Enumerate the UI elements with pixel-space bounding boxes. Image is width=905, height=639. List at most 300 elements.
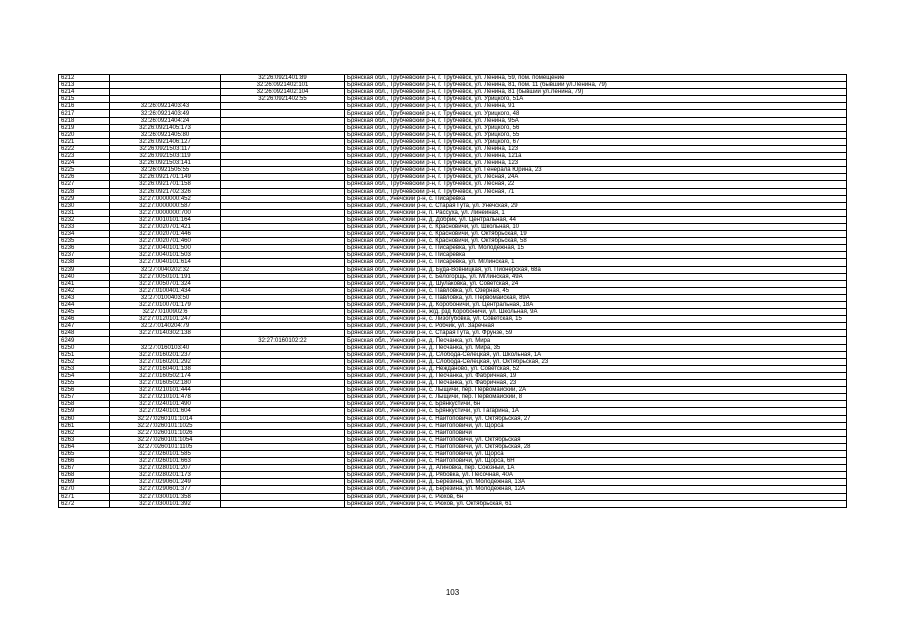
address-cell: Брянская обл., Унечский р-н, с. Лыщичи, пер. Первомайский, 2А [345,387,847,394]
cadastral-number-alt-cell [221,302,345,309]
address-cell: Брянская обл., Унечский р-н, д. Песчанка, ул. Мира, 35 [345,344,847,351]
address-cell: Брянская обл., Унечский р-н, с. Красновичи, ул. Октябрьская, 58 [345,238,847,245]
cadastral-number-cell: 32:27:0050701:324 [110,280,221,287]
cadastral-number-alt-cell [221,344,345,351]
table-row [59,323,847,330]
cadastral-number-alt-cell [221,316,345,323]
table-row [59,131,847,138]
cadastral-number-alt-cell [221,401,345,408]
cadastral-number-cell: 32:27:0120101:247 [110,316,221,323]
cadastral-number-alt-cell [221,216,345,223]
table-row [59,245,847,252]
row-number-cell: 6258 [59,401,110,408]
table-row [59,415,847,422]
address-cell: Брянская обл., Унечский р-н, с. Лизогубовка, ул. Советская, 15 [345,316,847,323]
row-number-cell: 6240 [59,273,110,280]
address-cell: Брянская обл., Унечский р-н, с. Брянкустичи, ул. Гагарина, 1А [345,408,847,415]
row-number-cell: 6215 [59,96,110,103]
cadastral-number-alt-cell [221,231,345,238]
cadastral-number-cell: 32:27:0020701:421 [110,223,221,230]
row-number-cell: 6243 [59,294,110,301]
row-number-cell: 6219 [59,124,110,131]
row-number-cell: 6246 [59,316,110,323]
row-number-cell: 6263 [59,436,110,443]
cadastral-number-cell: 32:27:0020701:446 [110,231,221,238]
row-number-cell: 6261 [59,422,110,429]
address-cell: Брянская обл., Унечский р-н, д. Слобода-Селецкая, ул. Октябрьская, 23 [345,358,847,365]
cadastral-number-alt-cell [221,145,345,152]
address-cell: Брянская обл., Унечский р-н, с. Павловка, ул. Первомайская, 89А [345,294,847,301]
address-cell: Брянская обл., Унечский р-н, с. Рюхов, ул. Октябрьская, 61 [345,500,847,507]
address-cell: Брянская обл., Унечский р-н, д. Коробоничи, ул. Центральная, 18А [345,302,847,309]
table-row [59,188,847,195]
address-cell: Брянская обл., Трубчевский р-н, г. Трубчевск, ул. Ленина, 121а [345,153,847,160]
address-cell: Брянская обл., Унечский р-н, п. Рассуха, ул. Линейная, 1 [345,209,847,216]
table-row [59,160,847,167]
row-number-cell: 6214 [59,89,110,96]
address-cell: Брянская обл., Трубчевский р-н, г. Трубчевск, ул. Урицкого, 67 [345,138,847,145]
cadastral-number-alt-cell [221,372,345,379]
row-number-cell: 6223 [59,153,110,160]
table-row [59,124,847,131]
cadastral-number-cell: 32:27:0040101:614 [110,259,221,266]
row-number-cell: 6264 [59,443,110,450]
cadastral-number-cell: 32:27:0100701:179 [110,302,221,309]
table-row [59,401,847,408]
row-number-cell: 6217 [59,110,110,117]
table-row [59,337,847,344]
cadastral-number-alt-cell [221,259,345,266]
table-row [59,103,847,110]
address-cell: Брянская обл., Унечский р-н, д. Шулаковка, ул. Советская, 24 [345,280,847,287]
address-cell: Брянская обл., Унечский р-н, д. Агиновка, пер. Союзный, 1А [345,465,847,472]
row-number-cell: 6230 [59,202,110,209]
cadastral-number-alt-cell [221,450,345,457]
table-row [59,117,847,124]
table-row [59,238,847,245]
row-number-cell: 6251 [59,351,110,358]
table-row [59,181,847,188]
cadastral-number-cell: 32:27:0260101:585 [110,450,221,457]
address-cell: Брянская обл., Унечский р-н, с. Найтоповичи, ул. Щорса [345,450,847,457]
row-number-cell: 6231 [59,209,110,216]
cadastral-number-cell: 32:27:0040101:503 [110,252,221,259]
row-number-cell: 6248 [59,330,110,337]
cadastral-number-alt-cell [221,195,345,202]
row-number-cell: 6262 [59,429,110,436]
cadastral-number-cell: 32:27:0300101:392 [110,500,221,507]
table-row [59,372,847,379]
table-row [59,500,847,507]
table-row [59,252,847,259]
address-cell: Брянская обл., Трубчевский р-н, г. Трубчевск, ул. Ленина, 123 [345,145,847,152]
cadastral-number-cell: 32:27:0240101:604 [110,408,221,415]
cadastral-number-alt-cell [221,245,345,252]
address-cell: Брянская обл., Трубчевский р-н, г. Трубчевск, ул. Урицкого, 48 [345,110,847,117]
cadastral-number-cell: 32:27:0260101:663 [110,458,221,465]
cadastral-number-cell: 32:27:0260101:1054 [110,436,221,443]
row-number-cell: 6252 [59,358,110,365]
table-row [59,408,847,415]
table-row [59,209,847,216]
table-row [59,344,847,351]
cadastral-number-cell: 32:26:0921503:119 [110,153,221,160]
cadastral-number-alt-cell: 32:26:0921401:89 [221,75,345,82]
cadastral-number-alt-cell [221,188,345,195]
address-cell: Брянская обл., Трубчевский р-н, г. Трубчевск, ул. Ленина, 81, пом. 11 (бывший ул.Ленина, 79) [345,82,847,89]
cadastral-number-alt-cell [221,294,345,301]
table-row [59,287,847,294]
cadastral-number-alt-cell [221,323,345,330]
cadastral-number-alt-cell [221,223,345,230]
row-number-cell: 6255 [59,380,110,387]
cadastral-number-alt-cell [221,174,345,181]
cadastral-number-cell: 32:27:0260101:1105 [110,443,221,450]
cadastral-number-cell: 32:27:0210101:444 [110,387,221,394]
address-cell: Брянская обл., Трубчевский р-н, г. Трубчевск, ул. Ленина, 59, пом. помещение [345,75,847,82]
cadastral-number-alt-cell [221,309,345,316]
cadastral-number-cell [110,337,221,344]
cadastral-number-cell: 32:27:0010101:164 [110,216,221,223]
table-row [59,450,847,457]
table-row [59,309,847,316]
row-number-cell: 6265 [59,450,110,457]
cadastral-number-alt-cell [221,486,345,493]
cadastral-number-cell: 32:27:0280101:207 [110,465,221,472]
table-row [59,443,847,450]
cadastral-number-cell: 32:27:0100403:50 [110,294,221,301]
address-cell: Брянская обл., Унечский р-н, с. Робчик, ул. Заречная [345,323,847,330]
cadastral-number-cell [110,89,221,96]
table-row [59,465,847,472]
row-number-cell: 6254 [59,372,110,379]
address-cell: Брянская обл., Унечский р-н, с. Найтоповичи, ул. Щорса, 6Н [345,458,847,465]
cadastral-number-cell: 32:26:0921403:43 [110,103,221,110]
cadastral-number-alt-cell [221,138,345,145]
cadastral-number-alt-cell [221,287,345,294]
table-row [59,266,847,273]
address-cell: Брянская обл., Унечский р-н, д. Слобода-Селецкая, ул. Школьная, 1А [345,351,847,358]
table-row [59,365,847,372]
cadastral-number-cell: 32:26:0921701:149 [110,174,221,181]
cadastral-number-cell: 32:27:0050101:191 [110,273,221,280]
table-row [59,294,847,301]
cadastral-number-alt-cell [221,458,345,465]
cadastral-number-cell: 32:27:0240101:490 [110,401,221,408]
cadastral-number-alt-cell [221,408,345,415]
cadastral-number-cell [110,96,221,103]
cadastral-number-cell: 32:27:0280201:173 [110,472,221,479]
row-number-cell: 6250 [59,344,110,351]
cadastral-number-cell: 32:27:0040202:32 [110,266,221,273]
cadastral-number-cell: 32:26:0921405:173 [110,124,221,131]
cadastral-number-alt-cell [221,415,345,422]
address-cell: Брянская обл., Унечский р-н, д. Буда-Вовницкая, ул. Пионерская, 68а [345,266,847,273]
address-cell: Брянская обл., Унечский р-н, д. Добрик, ул. Центральная, 44 [345,216,847,223]
table-row [59,394,847,401]
address-cell: Брянская обл., Трубчевский р-н, г. Трубчевск, ул. Урицкого, 56 [345,124,847,131]
cadastral-number-alt-cell: 32:26:0921402:104 [221,89,345,96]
table-row [59,472,847,479]
table-row [59,493,847,500]
row-number-cell: 6233 [59,223,110,230]
address-cell: Брянская обл., Унечский р-н, с. Писаревка, ул. Молодежная, 15 [345,245,847,252]
table-row [59,195,847,202]
address-cell: Брянская обл., Унечский р-н, с. Красновичи, ул. Октябрьская, 19 [345,231,847,238]
table-row [59,138,847,145]
table-row [59,145,847,152]
row-number-cell: 6212 [59,75,110,82]
table-row [59,422,847,429]
row-number-cell: 6266 [59,458,110,465]
table-row [59,216,847,223]
address-cell: Брянская обл., Унечский р-н, д. Песчанка, ул. Фабричная, 19 [345,372,847,379]
cadastral-number-cell: 32:27:0160201:292 [110,358,221,365]
cadastral-number-alt-cell [221,436,345,443]
address-cell: Брянская обл., Унечский р-н, д. Березина, ул. Молодежная, 12А [345,486,847,493]
cadastral-number-alt-cell [221,380,345,387]
table-row [59,167,847,174]
row-number-cell: 6236 [59,245,110,252]
address-cell: Брянская обл., Унечский р-н, с. Брянкустичи, 6н [345,401,847,408]
row-number-cell: 6216 [59,103,110,110]
row-number-cell: 6271 [59,493,110,500]
table-row [59,358,847,365]
cadastral-number-cell: 32:27:0100902:6 [110,309,221,316]
address-cell: Брянская обл., Унечский р-н, с. Рюхов, 6н [345,493,847,500]
cadastral-number-cell: 32:27:0290601:377 [110,486,221,493]
cadastral-number-cell: 32:27:0210101:478 [110,394,221,401]
cadastral-number-alt-cell [221,117,345,124]
row-number-cell: 6238 [59,259,110,266]
cadastral-number-cell: 32:27:0260101:1026 [110,429,221,436]
cadastral-number-alt-cell [221,330,345,337]
row-number-cell: 6239 [59,266,110,273]
cadastral-number-cell: 32:26:0921503:117 [110,145,221,152]
cadastral-number-alt-cell [221,124,345,131]
address-cell: Брянская обл., Унечский р-н, с. Найтоповичи, ул. Октябрьская, 28 [345,443,847,450]
table-row [59,486,847,493]
table-row [59,330,847,337]
table-row [59,223,847,230]
cadastral-number-cell: 32:27:0160502:180 [110,380,221,387]
cadastral-number-cell: 32:27:0140302:138 [110,330,221,337]
cadastral-number-cell: 32:27:0160201:237 [110,351,221,358]
address-cell: Брянская обл., Унечский р-н, д. Рябовка, ул. Песочная, 40А [345,472,847,479]
row-number-cell: 6268 [59,472,110,479]
property-table [58,74,847,508]
cadastral-number-cell: 32:26:0921503:141 [110,160,221,167]
table-row [59,273,847,280]
table-row [59,387,847,394]
address-cell: Брянская обл., Унечский р-н, с. Найтоповичи, ул. Щорса [345,422,847,429]
cadastral-number-cell: 32:27:0000000:700 [110,209,221,216]
cadastral-number-cell: 32:27:0160502:174 [110,372,221,379]
address-cell: Брянская обл., Унечский р-н, с. Павловка, ул. Озерная, 45 [345,287,847,294]
table-row [59,280,847,287]
cadastral-number-cell: 32:26:0921702:326 [110,188,221,195]
address-cell: Брянская обл., Трубчевский р-н, г. Трубчевск, ул. Ленина, 81 (бывший ул.Ленина, 79) [345,89,847,96]
row-number-cell: 6247 [59,323,110,330]
cadastral-number-cell: 32:27:0160401:138 [110,365,221,372]
cadastral-number-alt-cell [221,110,345,117]
address-cell: Брянская обл., Унечский р-н, с. Писаревка, ул. Мглинская, 1 [345,259,847,266]
address-cell: Брянская обл., Унечский р-н, д. Песчанка, ул. Мира [345,337,847,344]
row-number-cell: 6218 [59,117,110,124]
cadastral-number-alt-cell: 32:27:0160102:22 [221,337,345,344]
address-cell: Брянская обл., Унечский р-н, с. Найтоповичи [345,429,847,436]
page-number: 103 [445,588,460,597]
cadastral-number-alt-cell: 32:26:0921402:55 [221,96,345,103]
cadastral-number-alt-cell [221,167,345,174]
cadastral-number-alt-cell [221,131,345,138]
address-cell: Брянская обл., Унечский р-н, с. Лыщичи, пер. Первомайский, 8 [345,394,847,401]
table-row [59,174,847,181]
table-row [59,351,847,358]
table-row [59,302,847,309]
row-number-cell: 6232 [59,216,110,223]
cadastral-number-alt-cell [221,443,345,450]
row-number-cell: 6244 [59,302,110,309]
cadastral-number-cell: 32:26:0921505:55 [110,167,221,174]
row-number-cell: 6234 [59,231,110,238]
table-row [59,96,847,103]
cadastral-number-alt-cell [221,358,345,365]
cadastral-number-cell: 32:27:0160103:40 [110,344,221,351]
row-number-cell: 6257 [59,394,110,401]
row-number-cell: 6253 [59,365,110,372]
address-cell: Брянская обл., Трубчевский р-н, г. Трубчевск, ул. Урицкого, 51А [345,96,847,103]
address-cell: Брянская обл., Унечский р-н, д. Нежданово, ул. Советская, 52 [345,365,847,372]
cadastral-number-alt-cell [221,266,345,273]
address-cell: Брянская обл., Унечский р-н, с. Красновичи, ул. Школьная, 10 [345,223,847,230]
cadastral-number-cell [110,75,221,82]
cadastral-number-alt-cell [221,209,345,216]
cadastral-number-cell: 32:27:0100401:434 [110,287,221,294]
cadastral-number-alt-cell [221,493,345,500]
address-cell: Брянская обл., Унечский р-н, с. Старая Гута, ул. Фрунзе, 59 [345,330,847,337]
table-row [59,479,847,486]
row-number-cell: 6225 [59,167,110,174]
cadastral-number-alt-cell [221,472,345,479]
row-number-cell: 6242 [59,287,110,294]
cadastral-number-cell: 32:26:0921403:49 [110,110,221,117]
cadastral-number-alt-cell [221,387,345,394]
address-cell: Брянская обл., Унечский р-н, с. Найтоповичи, ул. Октябрьская [345,436,847,443]
row-number-cell: 6221 [59,138,110,145]
address-cell: Брянская обл., Унечский р-н, с. Белогорщь, ул. Мглинская, 49А [345,273,847,280]
cadastral-number-cell: 32:27:0040101:500 [110,245,221,252]
row-number-cell: 6269 [59,479,110,486]
row-number-cell: 6245 [59,309,110,316]
cadastral-number-alt-cell [221,273,345,280]
cadastral-number-alt-cell [221,103,345,110]
address-cell: Брянская обл., Унечский р-н, с. Писаревка [345,195,847,202]
address-cell: Брянская обл., Унечский р-н, ж/д. рзд Коробоничи, ул. Школьная, 9А [345,309,847,316]
table-row [59,436,847,443]
table-row [59,202,847,209]
row-number-cell: 6213 [59,82,110,89]
cadastral-number-alt-cell [221,351,345,358]
cadastral-number-alt-cell [221,422,345,429]
table-row [59,75,847,82]
address-cell: Брянская обл., Унечский р-н, с. Найтоповичи, ул. Октябрьская, 27 [345,415,847,422]
cadastral-number-alt-cell [221,252,345,259]
address-cell: Брянская обл., Трубчевский р-н, г. Трубчевск, ул. Лесная, 71 [345,188,847,195]
cadastral-number-cell: 32:27:0260101:1025 [110,422,221,429]
row-number-cell: 6270 [59,486,110,493]
row-number-cell: 6260 [59,415,110,422]
row-number-cell: 6220 [59,131,110,138]
table-row [59,82,847,89]
table-row [59,89,847,96]
row-number-cell: 6237 [59,252,110,259]
cadastral-number-cell: 32:27:0140204:79 [110,323,221,330]
cadastral-number-cell: 32:27:0000000:452 [110,195,221,202]
table-row [59,429,847,436]
row-number-cell: 6226 [59,174,110,181]
cadastral-number-alt-cell [221,181,345,188]
cadastral-number-alt-cell [221,365,345,372]
table-row [59,259,847,266]
row-number-cell: 6241 [59,280,110,287]
cadastral-number-alt-cell [221,465,345,472]
cadastral-number-cell: 32:27:0290601:249 [110,479,221,486]
row-number-cell: 6227 [59,181,110,188]
cadastral-number-alt-cell [221,153,345,160]
cadastral-number-cell: 32:26:0921701:158 [110,181,221,188]
cadastral-number-alt-cell [221,238,345,245]
cadastral-number-alt-cell [221,479,345,486]
address-cell: Брянская обл., Трубчевский р-н, г. Трубчевск, ул. Генерала Юрина, 23 [345,167,847,174]
row-number-cell: 6259 [59,408,110,415]
table-row [59,458,847,465]
address-cell: Брянская обл., Трубчевский р-н, г. Трубчевск, ул. Ленина, 91 [345,103,847,110]
cadastral-number-alt-cell [221,280,345,287]
row-number-cell: 6224 [59,160,110,167]
cadastral-number-cell: 32:27:0300101:358 [110,493,221,500]
address-cell: Брянская обл., Трубчевский р-н, г. Трубчевск, ул. Лесная, 24А [345,174,847,181]
cadastral-number-alt-cell [221,160,345,167]
address-cell: Брянская обл., Унечский р-н, с. Писаревка [345,252,847,259]
row-number-cell: 6249 [59,337,110,344]
cadastral-number-cell: 32:27:0260101:1014 [110,415,221,422]
cadastral-number-cell: 32:26:0921406:127 [110,138,221,145]
address-cell: Брянская обл., Унечский р-н, с. Старая Гута, ул. Унечская, 29 [345,202,847,209]
address-cell: Брянская обл., Трубчевский р-н, г. Трубчевск, ул. Ленина, 95А [345,117,847,124]
cadastral-number-cell: 32:26:0921405:80 [110,131,221,138]
cadastral-number-cell: 32:27:0000000:587 [110,202,221,209]
address-cell: Брянская обл., Унечский р-н, д. Березина, ул. Молодежная, 13А [345,479,847,486]
row-number-cell: 6222 [59,145,110,152]
cadastral-number-alt-cell [221,500,345,507]
cadastral-number-cell [110,82,221,89]
table-row [59,153,847,160]
table-row [59,110,847,117]
address-cell: Брянская обл., Трубчевский р-н, г. Трубчевск, ул. Ленина, 123 [345,160,847,167]
address-cell: Брянская обл., Трубчевский р-н, г. Трубчевск, ул. Урицкого, 55 [345,131,847,138]
row-number-cell: 6235 [59,238,110,245]
row-number-cell: 6267 [59,465,110,472]
cadastral-number-alt-cell [221,394,345,401]
table-row [59,231,847,238]
cadastral-number-cell: 32:26:0921404:24 [110,117,221,124]
table-row [59,316,847,323]
address-cell: Брянская обл., Трубчевский р-н, г. Трубчевск, ул. Лесная, 22 [345,181,847,188]
row-number-cell: 6229 [59,195,110,202]
cadastral-number-alt-cell [221,202,345,209]
property-table-body [59,75,847,508]
